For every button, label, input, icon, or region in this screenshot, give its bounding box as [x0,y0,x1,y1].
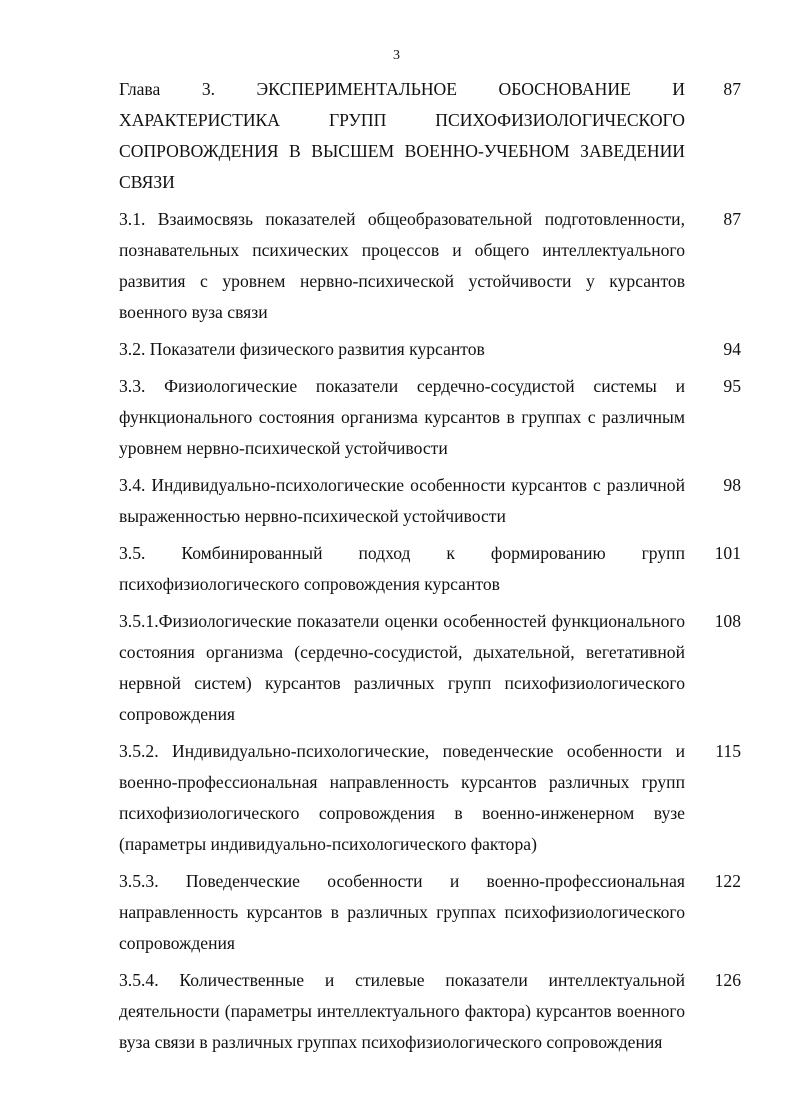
table-of-contents [119,74,747,1064]
toc-entry-chapter-3 [119,74,747,198]
page-number: 3 [393,48,400,63]
toc-entry-title: 3.3. Физиологические показатели сердечно-сосудистой системы и функционального состояния организма курсантов в группах с различным уровнем нервно-психической устойчивости [119,376,685,458]
toc-entry-title: 3.5.1.Физиологические показатели оценки особенностей функционального состояния организма (сердечно-сосудистой, дыхательной, вегетативной нервной систем) курсантов различных групп психофизиологического сопровождения [119,611,685,724]
toc-entry-title: 3.1. Взаимосвязь показателей общеобразовательной подготовленности, познавательных психических процессов и общего интеллектуального развития с уровнем нервно-психической устойчивости у курсантов военного вуза связи [119,209,685,322]
toc-entry-3-5-3 [119,866,747,959]
toc-entry-page: 101 [714,543,741,563]
toc-entry-page: 115 [715,741,741,761]
toc-entry-page: 87 [723,209,741,229]
toc-entry-page: 87 [723,79,741,99]
toc-entry-page: 94 [723,339,741,359]
toc-entry-page: 122 [714,871,741,891]
toc-entry-title: 3.5.3. Поведенческие особенности и военно-профессиональная направленность курсантов в различных группах психофизиологического сопровождения [119,871,685,953]
toc-entry-title: 3.4. Индивидуально-психологические особенности курсантов с различной выраженностью нервно-психической устойчивости [119,475,685,526]
toc-entry-page: 98 [723,475,741,495]
toc-entry-title: Глава 3. ЭКСПЕРИМЕНТАЛЬНОЕ ОБОСНОВАНИЕ И ХАРАКТЕРИСТИКА ГРУПП ПСИХОФИЗИОЛОГИЧЕСКОГО СОПРОВОЖДЕНИЯ В ВЫСШЕМ ВОЕННО-УЧЕБНОМ ЗАВЕДЕНИИ СВЯЗИ [119,79,685,192]
toc-entry-3-5-1 [119,606,747,730]
toc-entry-3-4 [119,470,747,532]
toc-entry-title: 3.5.2. Индивидуально-психологические, поведенческие особенности и военно-профессиональная направленность курсантов различных групп психофизиологического сопровождения в военно-инженерном вузе (параметры индивидуально-психологического фактора) [119,741,685,854]
toc-entry-page: 126 [714,970,741,990]
toc-entry-title: 3.5. Комбинированный подход к формированию групп психофизиологического сопровождения курсантов [119,543,685,594]
toc-entry-page: 95 [723,376,741,396]
toc-entry-3-5 [119,538,747,600]
toc-entry-page: 108 [714,611,741,631]
toc-entry-3-3 [119,371,747,464]
toc-entry-3-1 [119,204,747,328]
toc-entry-3-5-2 [119,736,747,860]
toc-entry-title: 3.5.4. Количественные и стилевые показатели интеллектуальной деятельности (параметры интеллектуального фактора) курсантов военного вуза связи в различных группах психофизиологического сопровождения [119,970,685,1052]
toc-entry-3-5-4 [119,965,747,1058]
toc-entry-3-2 [119,334,747,365]
toc-entry-title: 3.2. Показатели физического развития курсантов [119,339,485,359]
